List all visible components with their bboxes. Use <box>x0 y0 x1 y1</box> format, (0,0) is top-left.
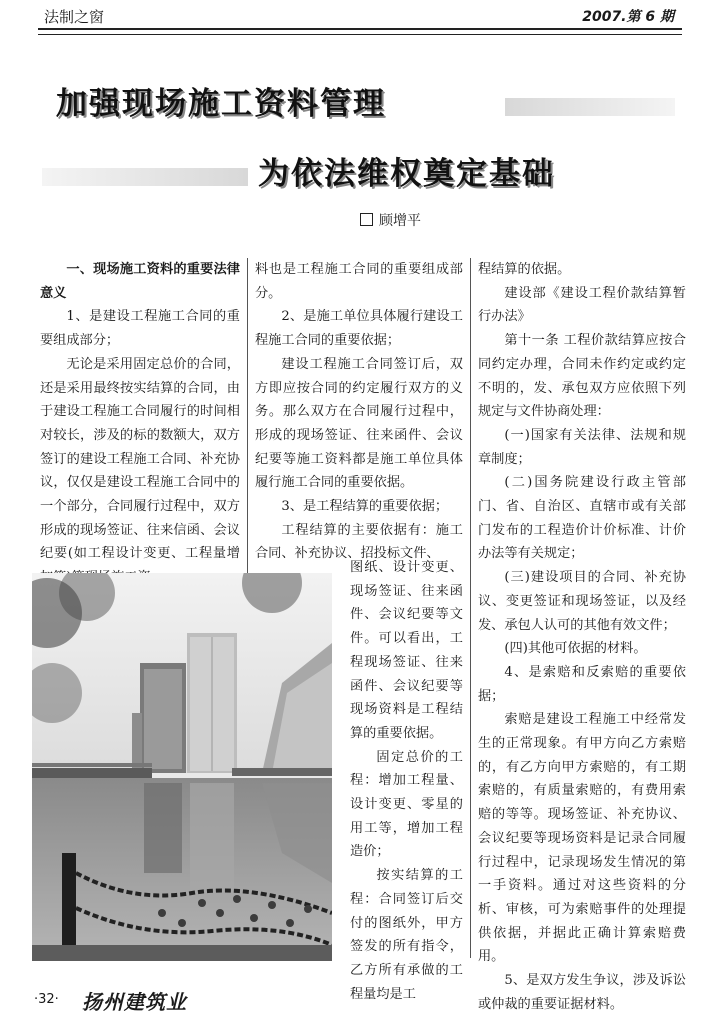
list-item: (三)建设项目的合同、补充协议、变更签证和现场签证，以及经发、承包人认可的其他有效文件； <box>478 570 686 633</box>
subheading: 1、是建设工程施工合同的重要组成部分； <box>40 309 240 349</box>
box-icon <box>360 213 373 226</box>
subheading: 4、是索赔和反索赔的重要依据； <box>478 664 686 704</box>
text-column-3 <box>478 258 686 1017</box>
issue-number: 2007.第 6 期 <box>582 9 674 25</box>
paragraph: 工程结算的主要依据有：施工合同、补充协议、招投标文件、 <box>255 522 463 562</box>
subheading: 5、是双方发生争议，涉及诉讼或仲裁的重要证据材料。 <box>478 973 686 1012</box>
article-title-line1: 加强现场施工资料管理 <box>56 86 386 122</box>
subheading: 2、是施工单位具体履行建设工程施工合同的重要依据； <box>255 309 463 349</box>
section-heading: 一、现场施工资料的重要法律意义 <box>40 262 240 301</box>
paragraph: 程结算的依据。 <box>478 262 571 277</box>
text-column-1 <box>40 258 240 590</box>
paragraph: 索赔是建设工程施工中经常发生的正常现象。有甲方向乙方索赔的，有乙方向甲方索赔的，有工期索赔的，有质量索赔的，有费用索赔的等等。现场签证、补充协议、会议纪要等现场资料是记录合同履行过程中，记录现场发生情况的第一手资料。通过对这些资料的分析、审核，可为索赔事件的处理提供依据，并据此正确计算索赔费用。 <box>478 712 686 965</box>
paragraph: 固定总价的工程：增加工程量、设计变更、零星的用工等，增加工程造价； <box>350 749 463 860</box>
author-name: 顾增平 <box>379 213 421 229</box>
text-column-2-narrow <box>350 556 463 1006</box>
title-decor-bar <box>42 168 248 186</box>
paragraph: 建设部《建设工程价款结算暂行办法》 <box>478 285 686 325</box>
paragraph: 建设工程施工合同签订后，双方即应按合同的约定履行双方的义务。那么双方在合同履行过程中，形成的现场签证、往来函件、会议纪要等施工资料都是施工单位具体履行施工合同的重要依据。 <box>255 356 463 491</box>
section-name: 法制之窗 <box>44 8 105 26</box>
city-river-photo <box>32 573 332 961</box>
page-number: ·32· <box>34 992 59 1007</box>
subheading: 3、是工程结算的重要依据； <box>281 499 449 515</box>
paragraph: 按实结算的工程：合同签订后交付的图纸外，甲方签发的所有指令，乙方所有承做的工程量均是工 <box>350 868 463 1002</box>
column-divider <box>470 258 471 958</box>
list-item: (二)国务院建设行政主管部门、省、自治区、直辖市或有关部门发布的工程造价计价标准、计价办法等有关规定； <box>478 475 686 562</box>
article-title-line2: 为依法维权奠定基础 <box>258 156 555 192</box>
byline <box>360 210 421 230</box>
magazine-logo: 扬州建筑业 <box>82 990 187 1014</box>
text-column-2 <box>255 258 463 566</box>
list-item: (四)其他可依据的材料。 <box>504 641 647 657</box>
paragraph: 无论是采用固定总价的合同，还是采用最终按实结算的合同，由于建设工程施工合同履行的时间相对较长，涉及的标的数额大，双方签订的建设工程施工合同、补充协议，仅仅是建设工程施工合同中的一个部分，合同履行过程中，双方形成的现场签证、往来信函、会议纪要(如工程设计变更、工程量增 <box>40 356 240 562</box>
paragraph: 第十一条 工程价款结算应按合同约定办理，合同未作约定或约定不明的，发、承包双方应依照下列规定与文件协商处理： <box>478 333 686 420</box>
paragraph: 图纸、设计变更、现场签证、往来函件、会议纪要等文件。可以看出，工程现场签证、往来函件、会议纪要等现场资料是工程结算的重要依据。 <box>350 560 463 741</box>
header-rule <box>38 28 682 35</box>
title-decor-bar <box>505 98 675 116</box>
paragraph: 料也是工程施工合同的重要组成部分。 <box>255 262 463 301</box>
list-item: (一)国家有关法律、法规和规章制度； <box>478 427 686 467</box>
